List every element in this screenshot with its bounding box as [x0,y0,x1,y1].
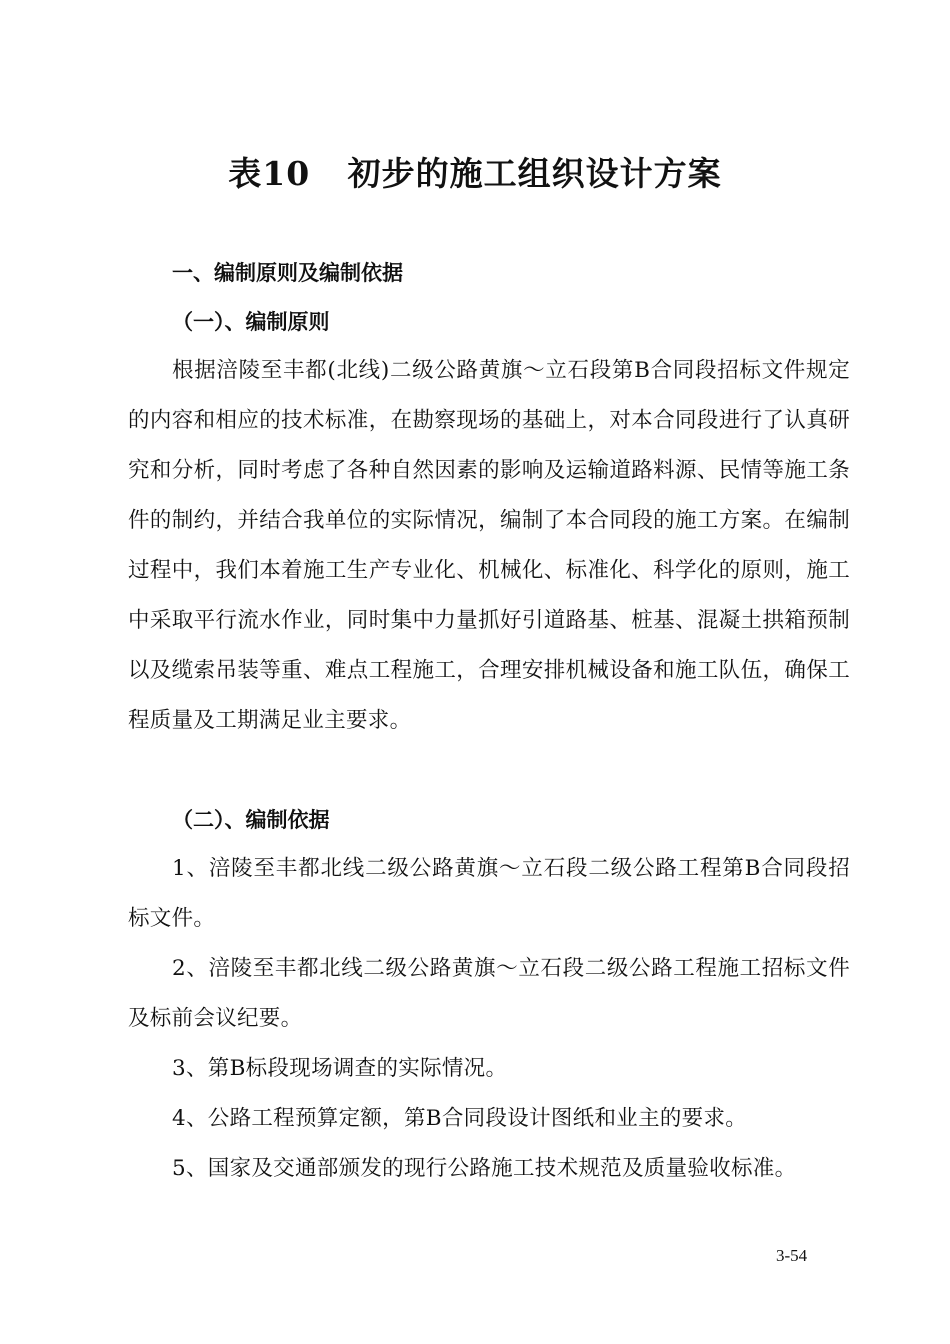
principles-paragraph: 根据涪陵至丰都(北线)二级公路黄旗～立石段第B合同段招标文件规定的内容和相应的技术标准，在勘察现场的基础上，对本合同段进行了认真研究和分析，同时考虑了各种自然因素的影响及运输道路料源、民情等施工条件的制约，并结合我单位的实际情况，编制了本合同段的施工方案。在编制过程中，我们本着施工生产专业化、机械化、标准化、科学化的原则，施工中采取平行流水作业，同时集中力量抓好引道路基、桩基、混凝土拱箱预制以及缆索吊装等重、难点工程施工，合理安排机械设备和施工队伍，确保工程质量及工期满足业主要求。 [128,358,850,733]
section-heading: 一、编制原则及编制依据 [172,260,403,285]
list-item: 5、国家及交通部颁发的现行公路施工技术规范及质量验收标准。 [172,1156,797,1181]
list-item: 2、涪陵至丰都北线二级公路黄旗～立石段二级公路工程施工招标文件及标前会议纪要。 [128,956,850,1031]
subsection-heading-principles: （一）、编制原则 [172,309,330,334]
list-item: 1、涪陵至丰都北线二级公路黄旗～立石段二级公路工程第B合同段招标文件。 [128,856,850,931]
list-item: 3、第B标段现场调查的实际情况。 [172,1056,508,1081]
subsection-heading-basis: （二）、编制依据 [172,807,330,832]
list-item: 4、公路工程预算定额，第B合同段设计图纸和业主的要求。 [172,1106,748,1131]
page-title: 表10 初步的施工组织设计方案 [228,154,722,193]
page-number: 3-54 [776,1246,808,1265]
basis-list [128,844,850,1194]
